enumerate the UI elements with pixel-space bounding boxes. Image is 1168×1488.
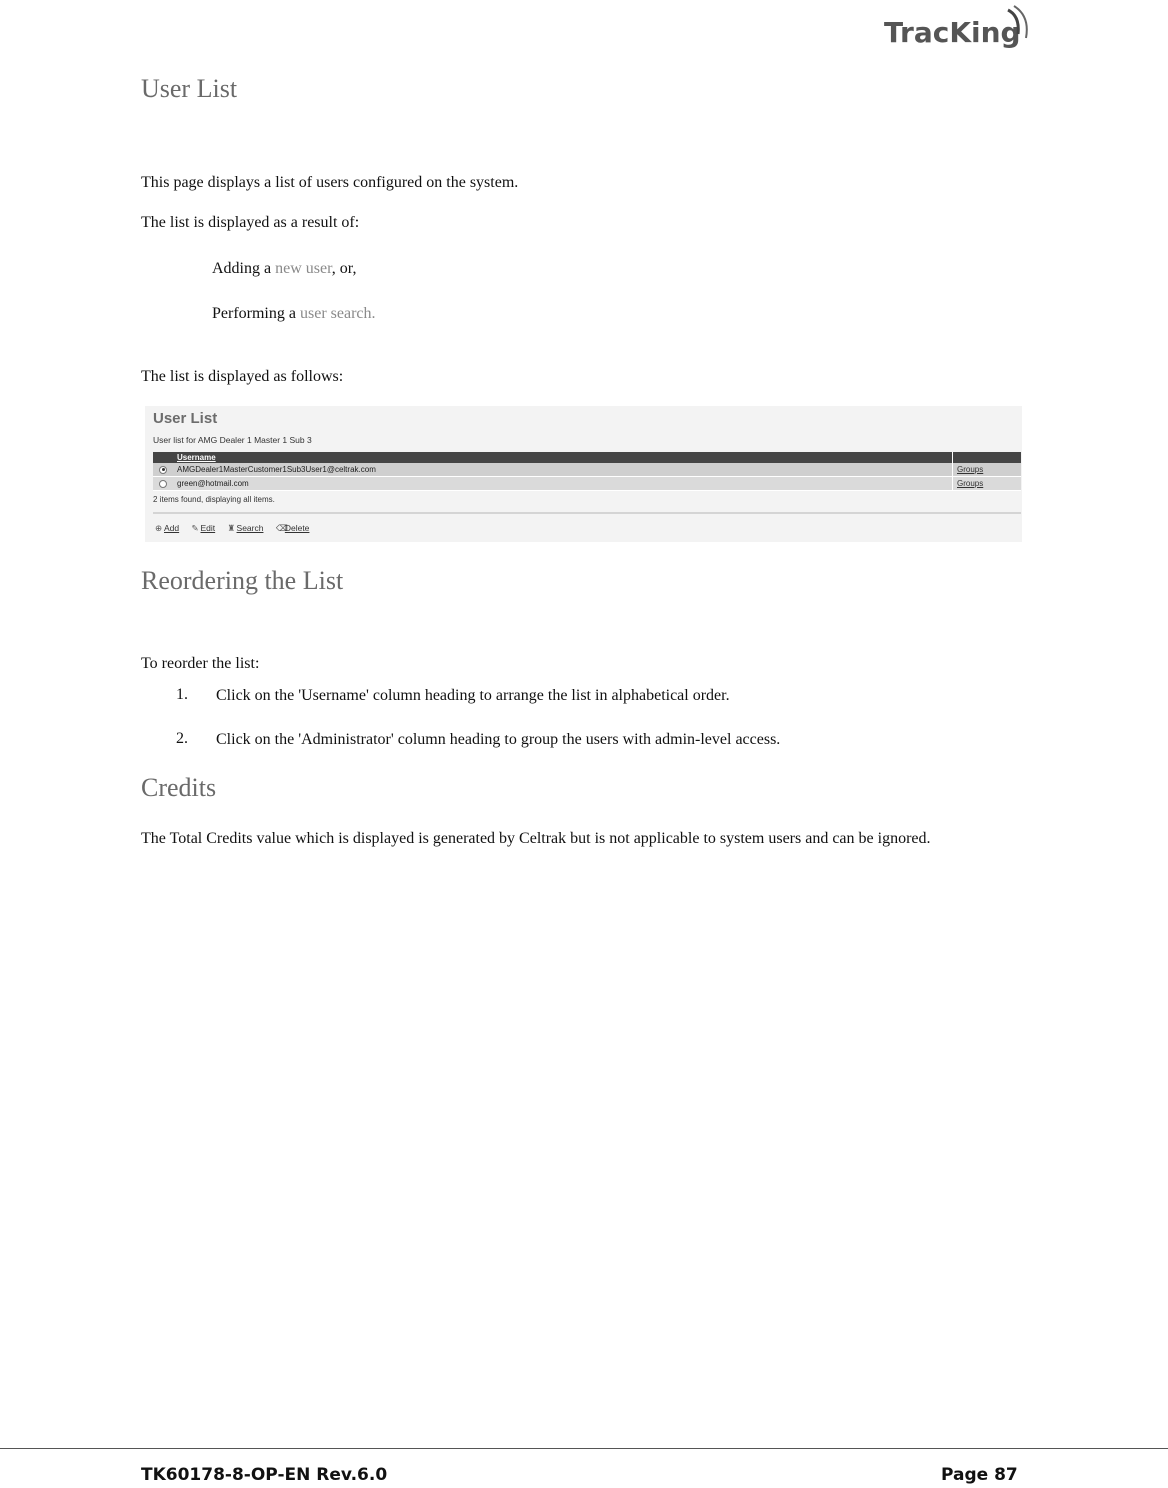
reorder-intro: To reorder the list: — [141, 655, 260, 672]
table-row[interactable] — [153, 477, 1021, 491]
item1-prefix: Adding a — [212, 260, 276, 277]
groups-column-header — [953, 452, 1022, 463]
row-username: AMGDealer1MasterCustomer1Sub3User1@celtrak.com — [173, 463, 953, 477]
item2-suffix: . — [371, 305, 376, 322]
screenshot-subtitle: User list for AMG Dealer 1 Master 1 Sub 3 — [153, 435, 312, 445]
edit-icon: ✎ — [191, 523, 199, 533]
user-list-screenshot — [145, 406, 1022, 542]
item1-suffix: , or, — [331, 260, 357, 277]
edit-button[interactable] — [192, 523, 216, 533]
user-table — [153, 452, 1021, 491]
step-text: Click on the 'Username' column heading to arrange the list in alphabetical order. — [216, 687, 730, 704]
search-button[interactable] — [228, 523, 264, 533]
step-number: 1. — [176, 686, 188, 703]
groups-link[interactable]: Groups — [957, 479, 984, 488]
action-bar — [155, 523, 319, 534]
add-icon: ⊕ — [155, 523, 163, 533]
row-username: green@hotmail.com — [173, 477, 953, 491]
user-search-link[interactable]: user search — [299, 305, 372, 322]
user-list-follows: The list is displayed as follows: — [141, 368, 344, 385]
binoculars-icon: ♜ — [227, 523, 236, 533]
user-list-result-intro: The list is displayed as a result of: — [141, 214, 360, 231]
row-groups[interactable] — [953, 477, 1022, 491]
section-title-reordering: Reordering the List — [141, 566, 344, 595]
table-header — [153, 452, 1021, 463]
add-button[interactable] — [155, 523, 179, 533]
section-title-user-list: User List — [141, 74, 238, 103]
row-select[interactable] — [153, 477, 173, 491]
edit-label: Edit — [200, 523, 216, 533]
footer-doc-id: TK60178-8-OP-EN Rev.6.0 — [141, 1465, 388, 1485]
eraser-icon: ⌫ — [275, 523, 288, 533]
add-label: Add — [164, 523, 180, 533]
screenshot-title: User List — [153, 410, 218, 427]
footer-divider — [0, 1448, 1168, 1449]
row-select[interactable] — [153, 463, 173, 477]
select-column-header — [153, 452, 173, 463]
step-text: Click on the 'Administrator' column heading to group the users with admin-level access. — [216, 731, 781, 748]
search-label: Search — [236, 523, 264, 533]
user-list-item-1 — [212, 260, 356, 278]
row-groups[interactable] — [953, 463, 1022, 477]
svg-text:TracKing: TracKing — [884, 16, 1021, 49]
section-title-credits: Credits — [141, 773, 217, 802]
username-column-header[interactable] — [173, 452, 953, 463]
tracking-logo — [882, 4, 1028, 52]
username-sort-link[interactable]: Username — [177, 453, 216, 462]
footer-page-number: Page 87 — [941, 1465, 1018, 1485]
table-row[interactable] — [153, 463, 1021, 477]
groups-link[interactable]: Groups — [957, 465, 984, 474]
item-count: 2 items found, displaying all items. — [153, 495, 275, 504]
item2-prefix: Performing a — [212, 305, 300, 322]
user-list-intro: This page displays a list of users configured on the system. — [141, 174, 519, 191]
divider — [153, 512, 1021, 514]
user-list-item-2 — [212, 305, 376, 323]
step-number: 2. — [176, 730, 188, 747]
radio-selected-icon[interactable] — [159, 466, 167, 474]
delete-label: Delete — [284, 523, 310, 533]
delete-button[interactable] — [276, 523, 310, 533]
new-user-link[interactable]: new user — [275, 260, 332, 277]
radio-icon[interactable] — [159, 480, 167, 488]
credits-text: The Total Credits value which is displayed is generated by Celtrak but is not applicable to system users and can be ignored. — [141, 830, 931, 847]
